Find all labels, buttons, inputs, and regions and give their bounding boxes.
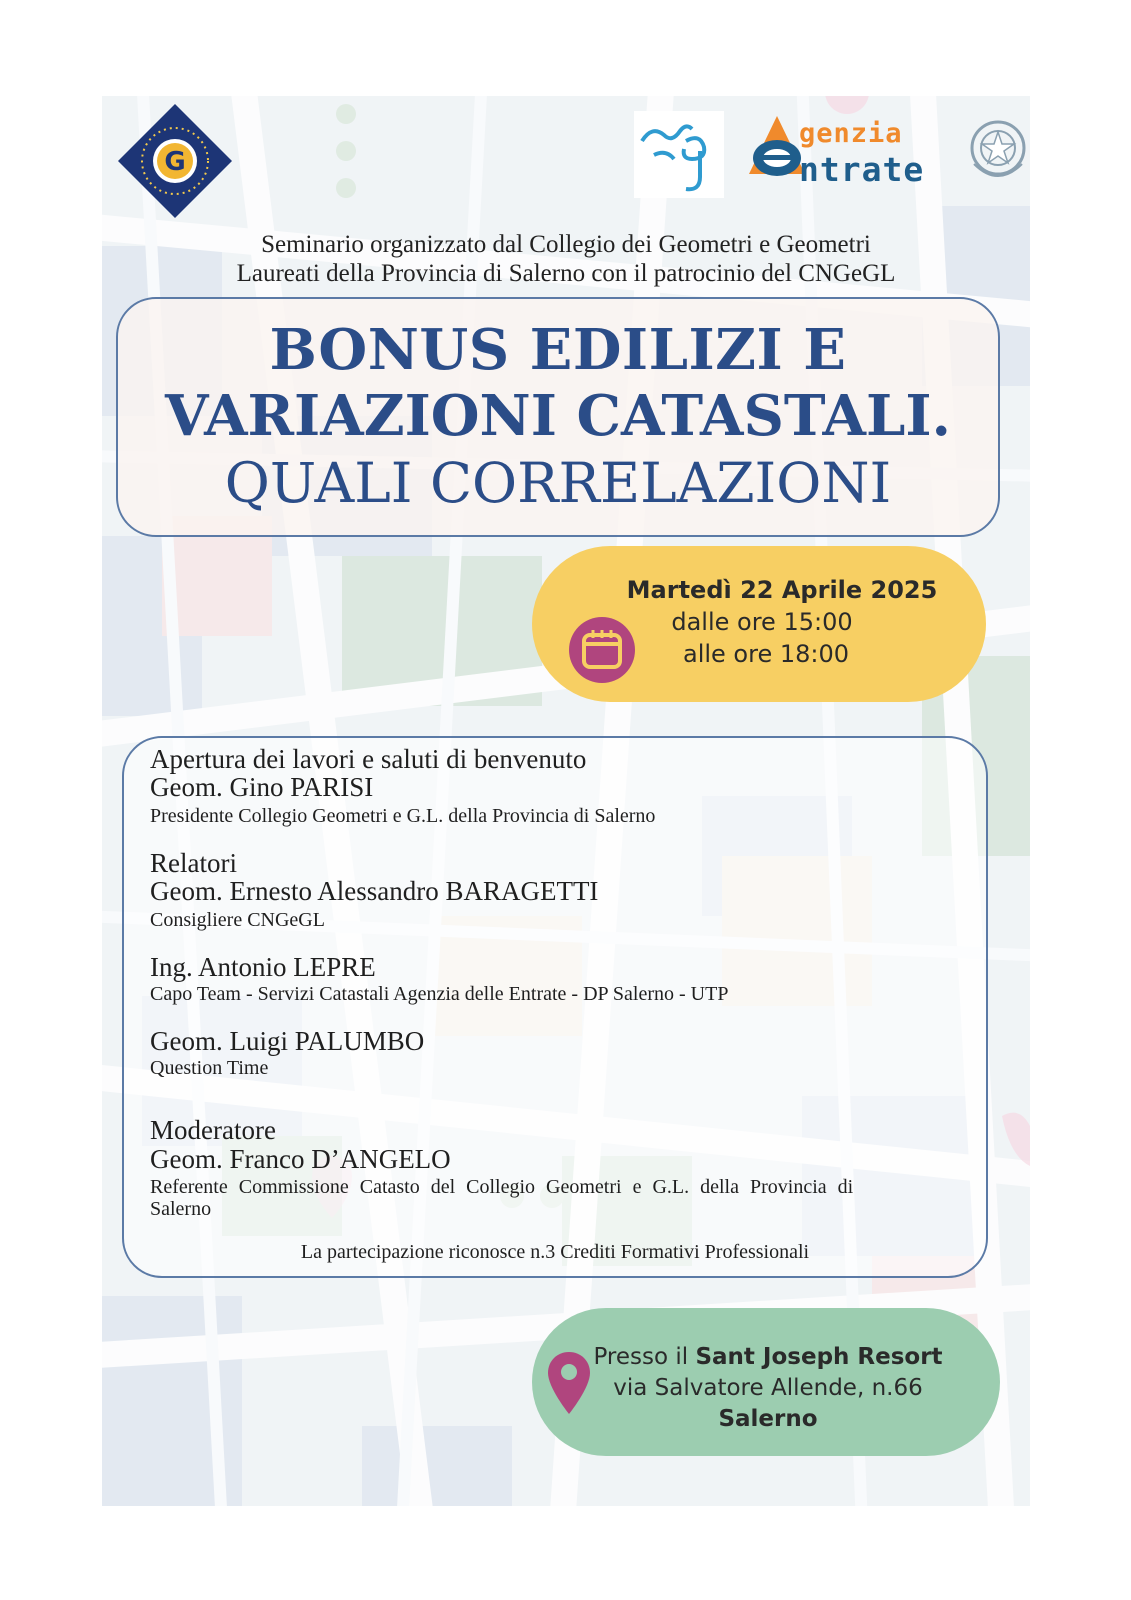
- title-line-3: QUALI CORRELAZIONI: [224, 451, 892, 515]
- cng-logo: [634, 111, 724, 198]
- venue-name: Sant Joseph Resort: [695, 1344, 943, 1370]
- event-end-time: alle ore 18:00: [682, 640, 850, 668]
- event-date: Martedì 22 Aprile 2025: [626, 576, 938, 604]
- location-pin-icon: [546, 1350, 592, 1416]
- speaker-2-role: Capo Team - Servizi Catastali Agenzia delle Entrate - DP Salerno - UTP: [150, 983, 729, 1005]
- agenzia-logo-line1: genzia: [799, 118, 903, 149]
- venue-box: [532, 1308, 1000, 1456]
- venue-prefix: Presso il: [593, 1344, 696, 1370]
- speaker-3-name: Geom. Luigi PALUMBO: [150, 1026, 425, 1056]
- intro-text: [142, 230, 990, 288]
- moderator-role-line-1: Referente Commissione Catasto del Collegio Geometri e G.L. della Provincia di: [150, 1176, 854, 1198]
- intro-line-1: Seminario organizzato dal Collegio dei Geometri e Geometri: [261, 231, 871, 258]
- venue-line-1: [572, 1344, 964, 1370]
- agenzia-entrate-logo: [747, 114, 962, 188]
- collegio-logo-letter: G: [164, 147, 186, 177]
- opening-heading: Apertura dei lavori e saluti di benvenuto: [150, 744, 587, 774]
- moderator-heading: Moderatore: [150, 1115, 276, 1145]
- speaker-1-role: Consigliere CNGeGL: [150, 909, 325, 931]
- poster: [102, 96, 1030, 1506]
- title-line-2: VARIAZIONI CATASTALI.: [164, 383, 952, 449]
- repubblica-emblem-icon: [968, 116, 1028, 184]
- moderator-name: Geom. Franco D’ANGELO: [150, 1144, 451, 1174]
- opening-speaker: Geom. Gino PARISI: [150, 772, 374, 802]
- collegio-geometri-logo: [116, 102, 234, 220]
- calendar-icon: [568, 616, 636, 684]
- event-start-time: dalle ore 15:00: [671, 608, 853, 636]
- speakers-heading: Relatori: [150, 848, 237, 878]
- venue-city: Salerno: [718, 1406, 818, 1432]
- moderator-role-line-2: Salerno: [150, 1198, 212, 1220]
- title-line-1: BONUS EDILIZI E: [269, 317, 847, 383]
- program-box: [122, 736, 988, 1278]
- agenzia-logo-line2: ntrate: [799, 150, 925, 189]
- speaker-1-name: Geom. Ernesto Alessandro BARAGETTI: [150, 876, 599, 906]
- title-box: [116, 297, 1000, 537]
- opening-role: Presidente Collegio Geometri e G.L. della Provincia di Salerno: [150, 805, 656, 827]
- credits-note: La partecipazione riconosce n.3 Crediti Formativi Professionali: [300, 1241, 810, 1263]
- intro-line-2: Laureati della Provincia di Salerno con il patrocinio del CNGeGL: [236, 260, 896, 287]
- speaker-2-name: Ing. Antonio LEPRE: [150, 952, 376, 982]
- venue-address: via Salvatore Allende, n.66: [613, 1375, 923, 1401]
- speaker-3-role: Question Time: [150, 1057, 269, 1079]
